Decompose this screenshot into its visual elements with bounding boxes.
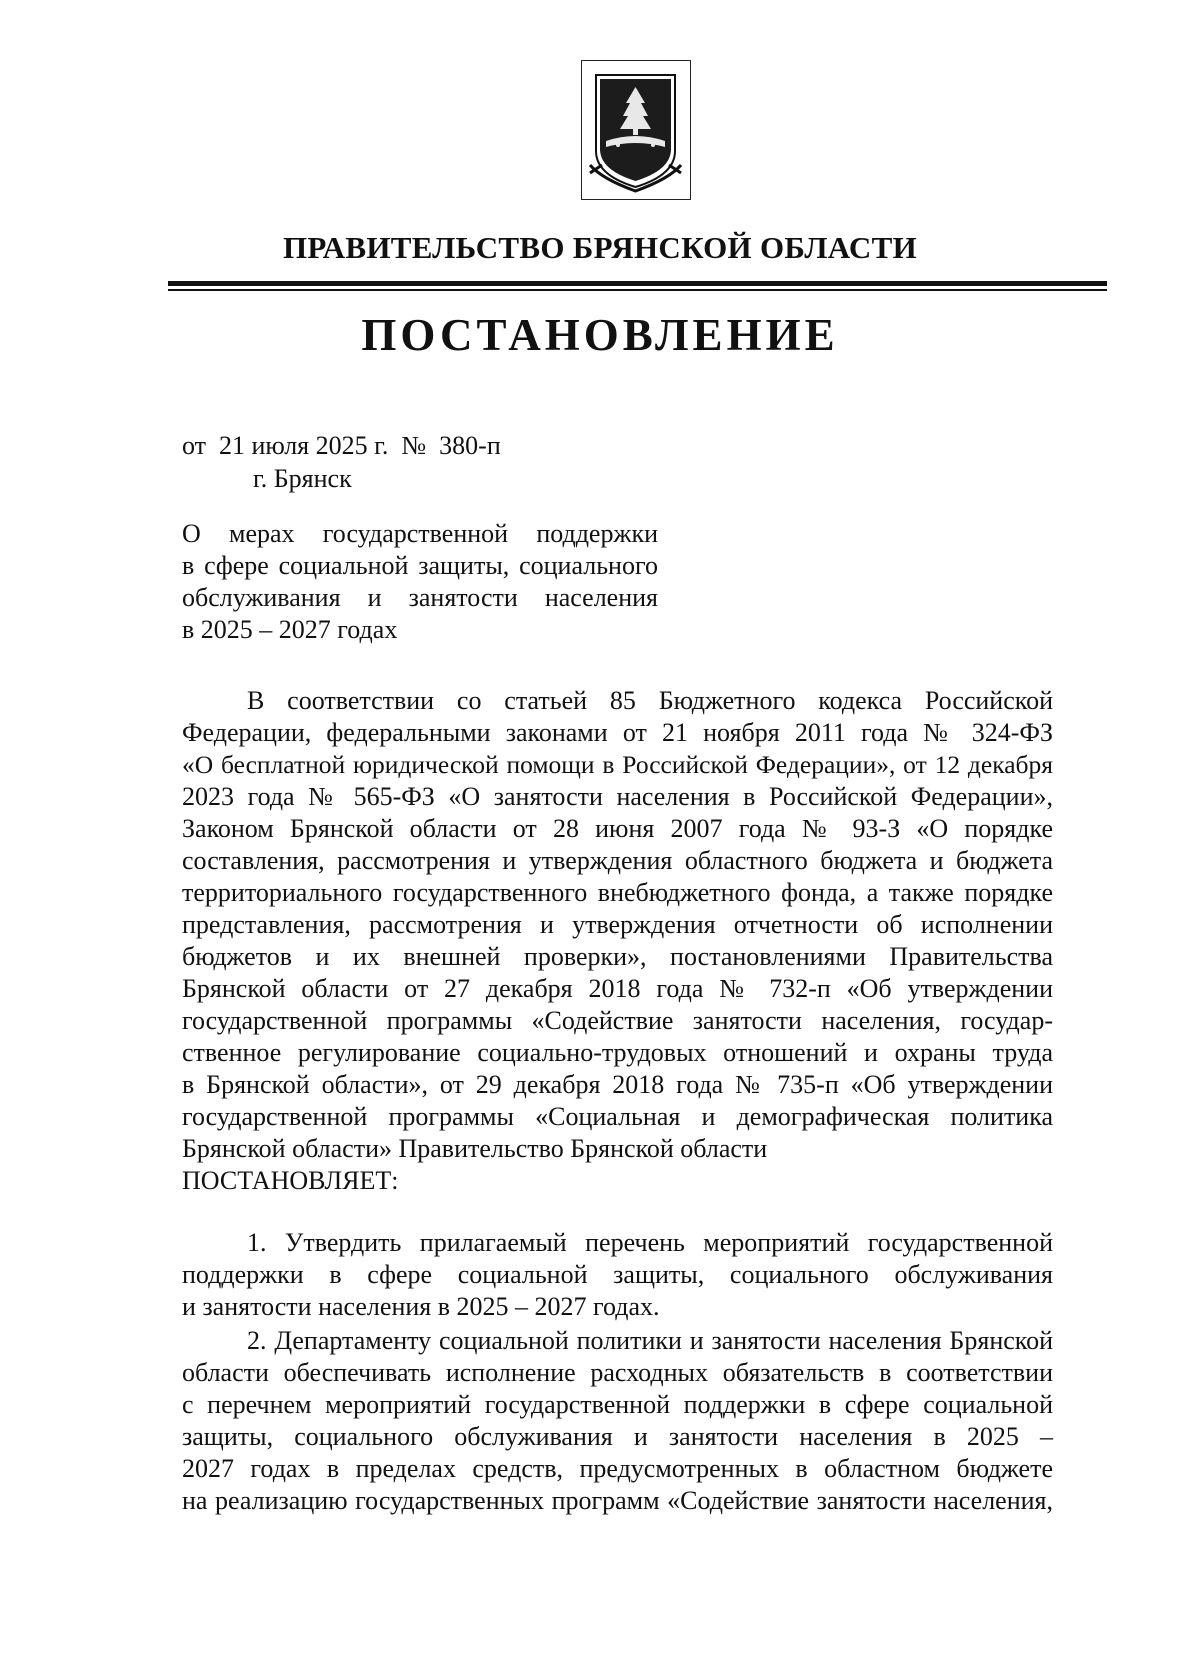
preamble-line: бюджетов и их внешней проверки», постановлениями Правительства	[182, 942, 1053, 971]
preamble-line: государственной программы «Социальная и демографическая политика	[182, 1102, 1053, 1131]
item-line: и занятости населения в 2025 – 2027 годах.	[182, 1292, 660, 1321]
item-line: с перечнем мероприятий государственной поддержки в сфере социальной	[182, 1390, 1053, 1419]
item-line: 2. Департаменту социальной политики и занятости населения Брянской	[247, 1326, 1053, 1355]
header-divider-thin	[168, 289, 1107, 291]
subject-line: в сфере социальной защиты, социального	[182, 551, 658, 580]
subject-line: обслуживания и занятости населения	[182, 583, 658, 612]
preamble-line: ственное регулирование социально-трудовых отношений и охраны труда	[182, 1038, 1053, 1067]
preamble-line: Федерации, федеральными законами от 21 ноября 2011 года № 324-ФЗ	[182, 718, 1053, 747]
preamble-line: территориального государственного внебюджетного фонда, а также порядке	[182, 878, 1053, 907]
subject-line: в 2025 – 2027 годах	[182, 615, 398, 644]
preamble-line: В соответствии со статьей 85 Бюджетного кодекса Российской	[247, 686, 1053, 715]
preamble-line: «О бесплатной юридической помощи в Российской Федерации», от 12 декабря	[182, 750, 1053, 779]
preamble-line: Брянской области от 27 декабря 2018 года № 732-п «Об утверждении	[182, 974, 1053, 1003]
preamble-line: Брянской области» Правительство Брянской области	[182, 1134, 768, 1163]
preamble-line: представления, рассмотрения и утверждения отчетности об исполнении	[182, 910, 1053, 939]
coat-of-arms-icon	[581, 60, 691, 200]
document-date-number: от 21 июля 2025 г. № 380-п	[182, 431, 501, 460]
preamble-line: Законом Брянской области от 28 июня 2007 года № 93-З «О порядке	[182, 814, 1053, 843]
document-city: г. Брянск	[253, 464, 352, 493]
coat-of-arms-shield	[582, 61, 689, 198]
resolves-heading: ПОСТАНОВЛЯЕТ:	[182, 1166, 399, 1195]
item-line: 1. Утвердить прилагаемый перечень мероприятий государственной	[247, 1228, 1053, 1257]
item-line: области обеспечивать исполнение расходных обязательств в соответствии	[182, 1358, 1053, 1387]
item-line: защиты, социального обслуживания и занятости населения в 2025 –	[182, 1422, 1053, 1451]
document-type-title: ПОСТАНОВЛЕНИЕ	[361, 310, 839, 360]
item-line: 2027 годах в пределах средств, предусмотренных в областном бюджете	[182, 1454, 1053, 1483]
preamble-line: государственной программы «Содействие занятости населения, государ-	[182, 1006, 1053, 1035]
preamble-line: в Брянской области», от 29 декабря 2018 года № 735-п «Об утверждении	[182, 1070, 1053, 1099]
organization-name: ПРАВИТЕЛЬСТВО БРЯНСКОЙ ОБЛАСТИ	[282, 230, 918, 265]
subject-line: О мерах государственной поддержки	[182, 519, 658, 548]
header-divider-thick	[168, 281, 1107, 286]
preamble-line: 2023 года № 565-ФЗ «О занятости населения в Российской Федерации»,	[182, 782, 1053, 811]
preamble-line: составления, рассмотрения и утверждения областного бюджета и бюджета	[182, 846, 1053, 875]
item-line: на реализацию государственных программ «Содействие занятости населения,	[182, 1486, 1053, 1515]
item-line: поддержки в сфере социальной защиты, социального обслуживания	[182, 1260, 1053, 1289]
